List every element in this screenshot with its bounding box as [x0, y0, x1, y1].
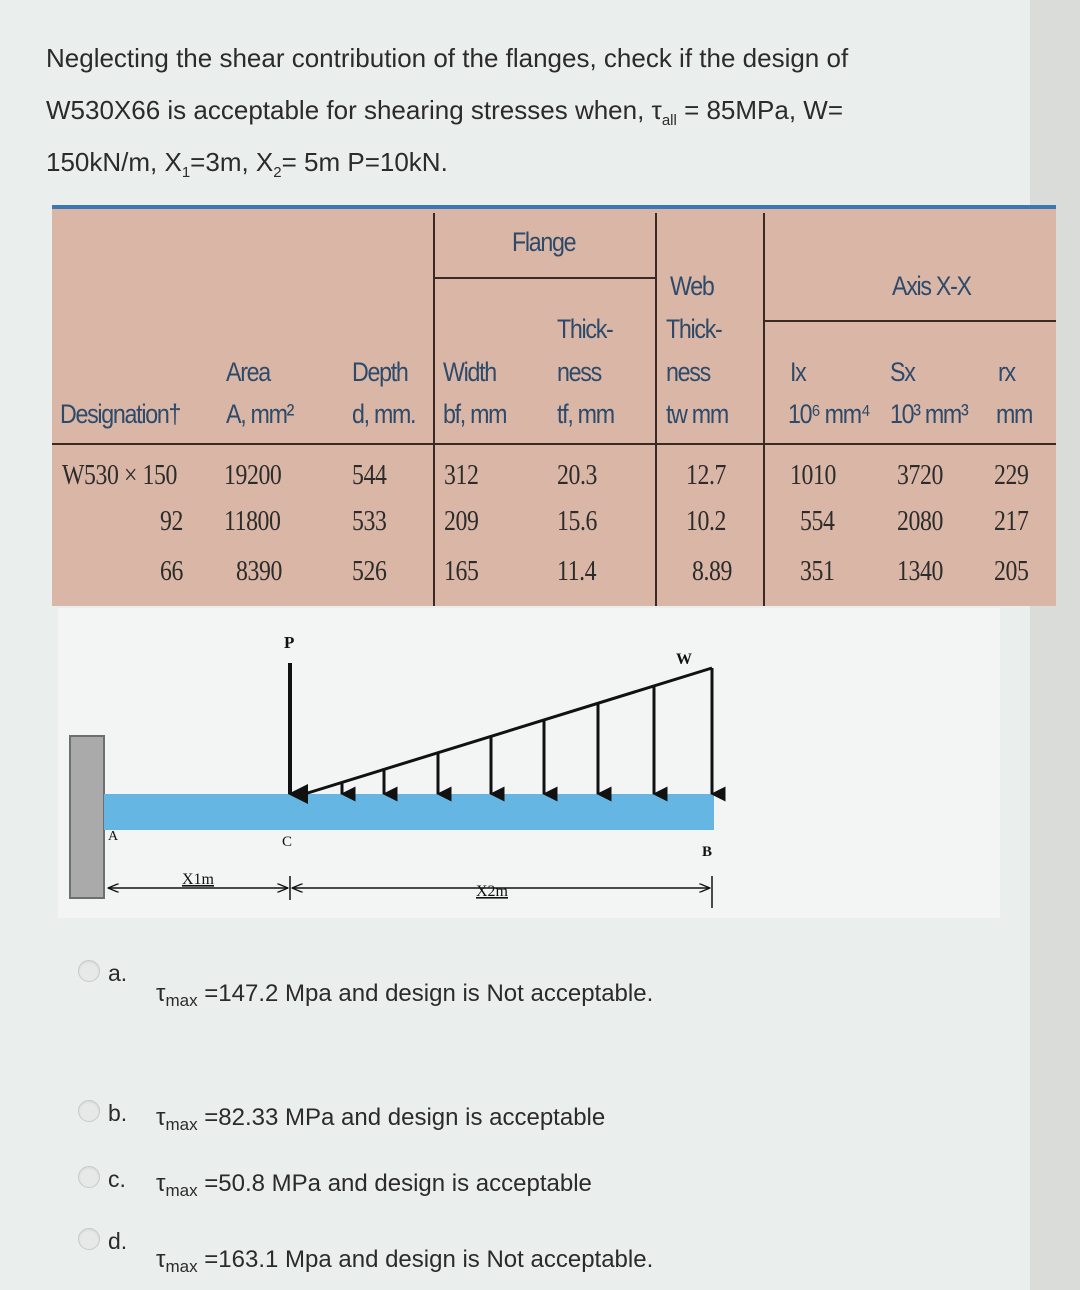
beam-diagram-svg [58, 608, 1000, 918]
question-line-3: 150kN/m, $X_1=3m$, $X_2= 5m$ P=10kN. [46, 147, 448, 181]
header-tf-unit: tf, mm [557, 399, 614, 429]
cell-rx: 229 [994, 459, 1029, 491]
cell-width: 312 [444, 459, 479, 491]
cell-area: 8390 [236, 555, 282, 587]
table-divider [433, 277, 655, 279]
point-a-label: A [108, 829, 119, 844]
header-area: Area [226, 357, 270, 387]
header-thick: Thick- [557, 314, 613, 344]
cell-rx: 205 [994, 555, 1029, 587]
header-designation: Designation† [60, 399, 181, 429]
cell-sx: 3720 [897, 459, 943, 491]
header-ix-unit: 10⁶ mm⁴ [788, 399, 870, 429]
header-axis: Axis X-X [892, 271, 971, 301]
cell-depth: 533 [352, 505, 387, 537]
header-depth: Depth [352, 357, 408, 387]
option-text: $\tau_{max} =82.33$ MPa and design is acceptable [156, 1104, 606, 1134]
cell-tw: 10.2 [686, 505, 726, 537]
cell-tw: 8.89 [692, 555, 732, 587]
header-ix: Ix [790, 357, 806, 387]
beam [104, 794, 714, 830]
header-area-unit: A, mm² [226, 399, 294, 429]
cell-ix: 351 [800, 555, 835, 587]
table-divider [655, 213, 657, 606]
header-width-unit: bf, mm [443, 399, 507, 429]
header-depth-unit: d, mm. [352, 399, 416, 429]
point-c-label: C [282, 834, 293, 850]
option-a-radio[interactable] [78, 960, 100, 982]
option-letter: a. [108, 960, 128, 986]
point-b-label: B [702, 844, 713, 860]
cell-area: 11800 [224, 505, 281, 537]
table-divider [433, 213, 435, 606]
cell-ix: 1010 [790, 459, 836, 491]
header-flange: Flange [512, 227, 576, 257]
distributed-load-line [298, 668, 712, 796]
cell-area: 19200 [224, 459, 282, 491]
option-letter: b. [108, 1100, 128, 1126]
option-c-radio[interactable] [78, 1166, 100, 1188]
dimension-x1-label: X1m [182, 871, 214, 888]
cell-depth: 526 [352, 555, 387, 587]
dimension-x2-label: X2m [476, 883, 508, 900]
cell-width: 209 [444, 505, 479, 537]
cell-tw: 12.7 [686, 459, 726, 491]
header-ness-web: ness [666, 357, 710, 387]
cell-sx: 2080 [897, 505, 943, 537]
cell-tf: 15.6 [557, 505, 597, 537]
question-text [46, 32, 946, 188]
header-sx-unit: 10³ mm³ [890, 399, 968, 429]
section-properties-table [52, 205, 1056, 606]
header-sx: Sx [890, 357, 915, 387]
option-letter: c. [108, 1166, 126, 1192]
cell-designation: 66 [160, 555, 183, 587]
cell-tf: 20.3 [557, 459, 597, 491]
cell-ix: 554 [800, 505, 835, 537]
table-divider [763, 320, 1056, 322]
option-b-radio[interactable] [78, 1100, 100, 1122]
table-divider [763, 213, 765, 606]
option-text: $\tau_{max} =147.2$ Mpa and design is Not acceptable. [156, 980, 654, 1010]
question-line-2: W530X66 is acceptable for shearing stresses when, $\tau_{all} = 85MPa$, W= [46, 95, 844, 129]
distributed-load-label: W [676, 651, 692, 668]
option-d-radio[interactable] [78, 1228, 100, 1250]
cell-tf: 11.4 [557, 555, 597, 587]
table-divider [52, 443, 1056, 445]
cell-rx: 217 [994, 505, 1029, 537]
cell-depth: 544 [352, 459, 387, 491]
header-tw-unit: tw mm [666, 399, 728, 429]
header-thick-web: Thick- [666, 314, 722, 344]
question-line-1: Neglecting the shear contribution of the flanges, check if the design of [46, 43, 849, 73]
cell-width: 165 [444, 555, 479, 587]
cell-designation: 92 [160, 505, 183, 537]
option-text: $\tau_{max} =50.8$ MPa and design is acceptable [156, 1170, 592, 1200]
header-web: Web [670, 271, 714, 301]
beam-diagram [58, 608, 1000, 918]
fixed-support-wall [70, 736, 104, 898]
cell-sx: 1340 [897, 555, 943, 587]
option-text: $\tau_{max} =163.1$ Mpa and design is Not acceptable. [156, 1246, 654, 1276]
point-load-label: P [284, 633, 295, 652]
header-rx-unit: mm [996, 399, 1033, 429]
cell-designation: W530 × 150 [62, 459, 177, 491]
header-width: Width [443, 357, 496, 387]
option-letter: d. [108, 1228, 128, 1254]
header-ness: ness [557, 357, 601, 387]
header-rx: rx [998, 357, 1015, 387]
